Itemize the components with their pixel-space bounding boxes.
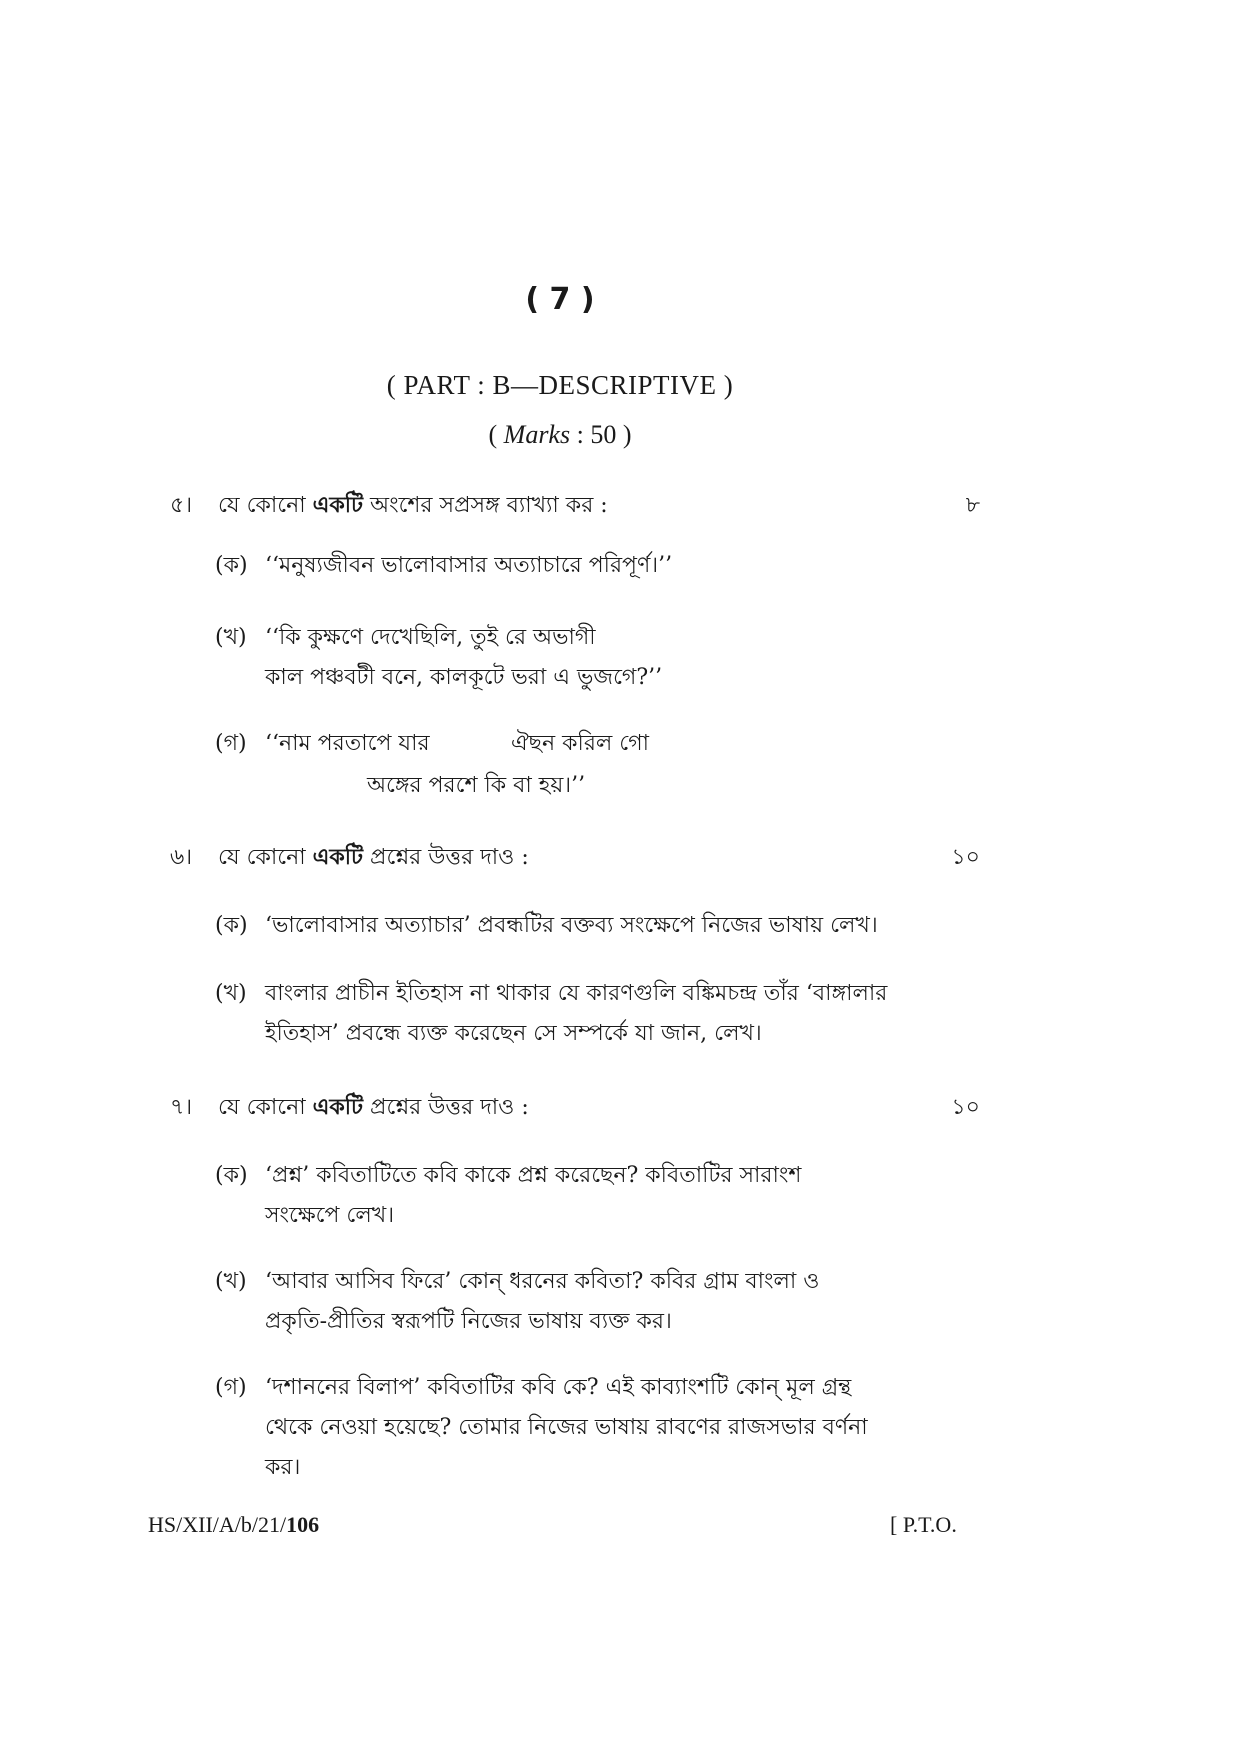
sub-label: (গ) <box>215 731 247 756</box>
question-prompt: যে কোনো একটি প্রশ্নের উত্তর দাও : <box>218 844 529 870</box>
verse-line-2: অঙ্গের পরশে কি বা হয়।’’ <box>367 773 586 798</box>
marks-label: Marks <box>503 420 571 449</box>
sub-text: ‘‘মনুষ্যজীবন ভালোবাসার অত্যাচারে পরিপূর্ণ।’’ <box>265 553 673 578</box>
sub-label: (খ) <box>215 625 247 650</box>
sub-text: ‘দশাননের বিলাপ’ কবিতাটির কবি কে? এই কাব্যাংশটি কোন্ মূল গ্রন্থ থেকে নেওয়া হয়েছে? তোমার নিজের ভাষায় রাবণের রাজসভার বর্ণনা কর। <box>265 1375 868 1480</box>
sub-label: (খ) <box>215 1269 247 1294</box>
marks-value: 50 <box>590 420 617 449</box>
sub-label: (খ) <box>215 981 247 1006</box>
sub-question-5-ga <box>215 724 775 814</box>
question-prompt: যে কোনো একটি অংশের সপ্রসঙ্গ ব্যাখ্যা কর : <box>218 492 608 518</box>
sub-text: ‘প্রশ্ন’ কবিতাটিতে কবি কাকে প্রশ্ন করেছেন? কবিতাটির সারাংশ সংক্ষেপে লেখ। <box>265 1163 802 1228</box>
part-title: ( PART : B—DESCRIPTIVE ) <box>386 370 734 400</box>
sub-text: ‘‘কি কুক্ষণে দেখেছিলি, তুই রে অভাগী কাল পঞ্চবটী বনে, কালকূটে ভরা এ ভুজগে?’’ <box>265 625 663 690</box>
sub-text: ‘ভালোবাসার অত্যাচার’ প্রবন্ধটির বক্তব্য সংক্ষেপে নিজের ভাষায় লেখ। <box>265 913 878 938</box>
marks-prefix: ( <box>488 420 504 449</box>
verse-line-1b: ঐছন করিল গো <box>511 731 650 756</box>
question-marks: ১০ <box>951 1095 980 1120</box>
please-turn-over: [ P.T.O. <box>890 1512 957 1537</box>
question-number: ৫। <box>170 493 193 518</box>
sub-label: (গ) <box>215 1375 247 1400</box>
verse-line-1a: ‘‘নাম পরতাপে যার <box>265 731 430 756</box>
total-marks <box>0 420 1120 450</box>
question-prompt: যে কোনো একটি প্রশ্নের উত্তর দাও : <box>218 1094 529 1120</box>
page-number: ( 7 ) <box>525 282 595 317</box>
sub-label: (ক) <box>215 1163 248 1188</box>
marks-suffix: ) <box>616 420 632 449</box>
question-number: ৬। <box>170 845 193 870</box>
sub-text: বাংলার প্রাচীন ইতিহাস না থাকার যে কারণগুলি বঙ্কিমচন্দ্র তাঁর ‘বাঙ্গালার ইতিহাস’ প্রবন্ধে ব্যক্ত করেছেন সে সম্পর্কে যা জান, লেখ। <box>265 981 888 1046</box>
sub-label: (ক) <box>215 553 248 578</box>
sub-text: ‘আবার আসিব ফিরে’ কোন্ ধরনের কবিতা? কবির গ্রাম বাংলা ও প্রকৃতি-প্রীতির স্বরূপটি নিজের ভাষায় ব্যক্ত কর। <box>265 1269 820 1334</box>
sub-label: (ক) <box>215 913 248 938</box>
paper-code: HS/XII/A/b/21/106 <box>148 1512 320 1537</box>
question-marks: ১০ <box>951 845 980 870</box>
question-number: ৭। <box>170 1095 193 1120</box>
marks-sep: : <box>570 420 591 449</box>
question-marks: ৮ <box>965 493 980 518</box>
